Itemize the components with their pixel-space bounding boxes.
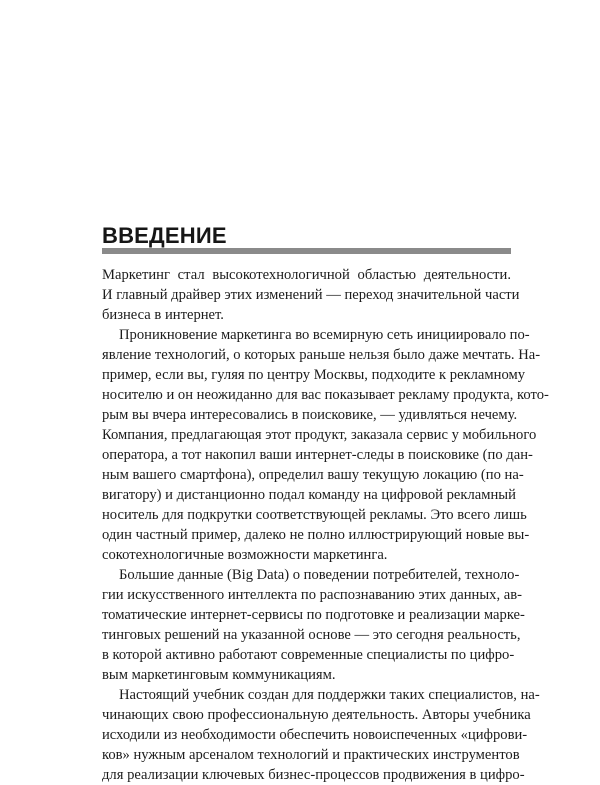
heading-underline-rule [102,248,511,254]
text-line: сокотехнологичные возможности маркетинга. [102,547,388,563]
text-line: Проникновение маркетинга во всемирную сеть инициировало по- [119,327,530,343]
text-line: носитель для подкрутки соответствующей рекламы. Это всего лишь [102,507,527,523]
text-line: Маркетинг стал высокотехнологичной областью деятельности. [102,267,511,283]
text-line: гии искусственного интеллекта по распознаванию этих данных, ав- [102,587,522,603]
paragraph [102,265,520,325]
paragraph [102,325,549,565]
text-line: вигатору) и дистанционно подал команду на цифровой рекламный [102,487,516,503]
text-line: рым вы вчера интересовались в поисковике, — удивляться нечему. [102,407,518,423]
text-line: исходили из необходимости обеспечить новоиспеченных «цифрови- [102,727,528,743]
text-line: тинговых решений на указанной основе — это сегодня реальность, [102,627,521,643]
chapter-heading: ВВЕДЕНИЕ [102,223,227,248]
text-line: для реализации ключевых бизнес-процессов продвижения в цифро- [102,767,525,783]
text-line: Большие данные (Big Data) о поведении потребителей, техноло- [119,567,520,583]
text-line: оператора, а тот накопил ваши интернет-следы в поисковике (по дан- [102,447,533,463]
paragraph [102,565,525,685]
text-line: ков» нужным арсеналом технологий и практических инструментов [102,747,520,763]
text-line: бизнеса в интернет. [102,307,224,323]
paragraph [102,685,540,785]
text-line: И главный драйвер этих изменений — переход значительной части [102,287,520,303]
text-line: носителю и он неожиданно для вас показывает рекламу продукта, кото- [102,387,549,403]
text-line: один частный пример, далеко не полно иллюстрирующий новые вы- [102,527,530,543]
text-line: пример, если вы, гуляя по центру Москвы, подходите к рекламному [102,367,525,383]
text-line: Настоящий учебник создан для поддержки таких специалистов, на- [119,687,540,703]
text-line: чинающих свою профессиональную деятельность. Авторы учебника [102,707,531,723]
text-line: ным вашего смартфона), определил вашу текущую локацию (по на- [102,467,524,483]
text-line: томатические интернет-сервисы по подготовке и реализации марке- [102,607,525,623]
text-line: в которой активно работают современные специалисты по цифро- [102,647,515,663]
text-line: Компания, предлагающая этот продукт, заказала сервис у мобильного [102,427,537,443]
body-text [102,265,549,785]
text-line: вым маркетинговым коммуникациям. [102,667,336,683]
text-line: явление технологий, о которых раньше нельзя было даже мечтать. На- [102,347,541,363]
